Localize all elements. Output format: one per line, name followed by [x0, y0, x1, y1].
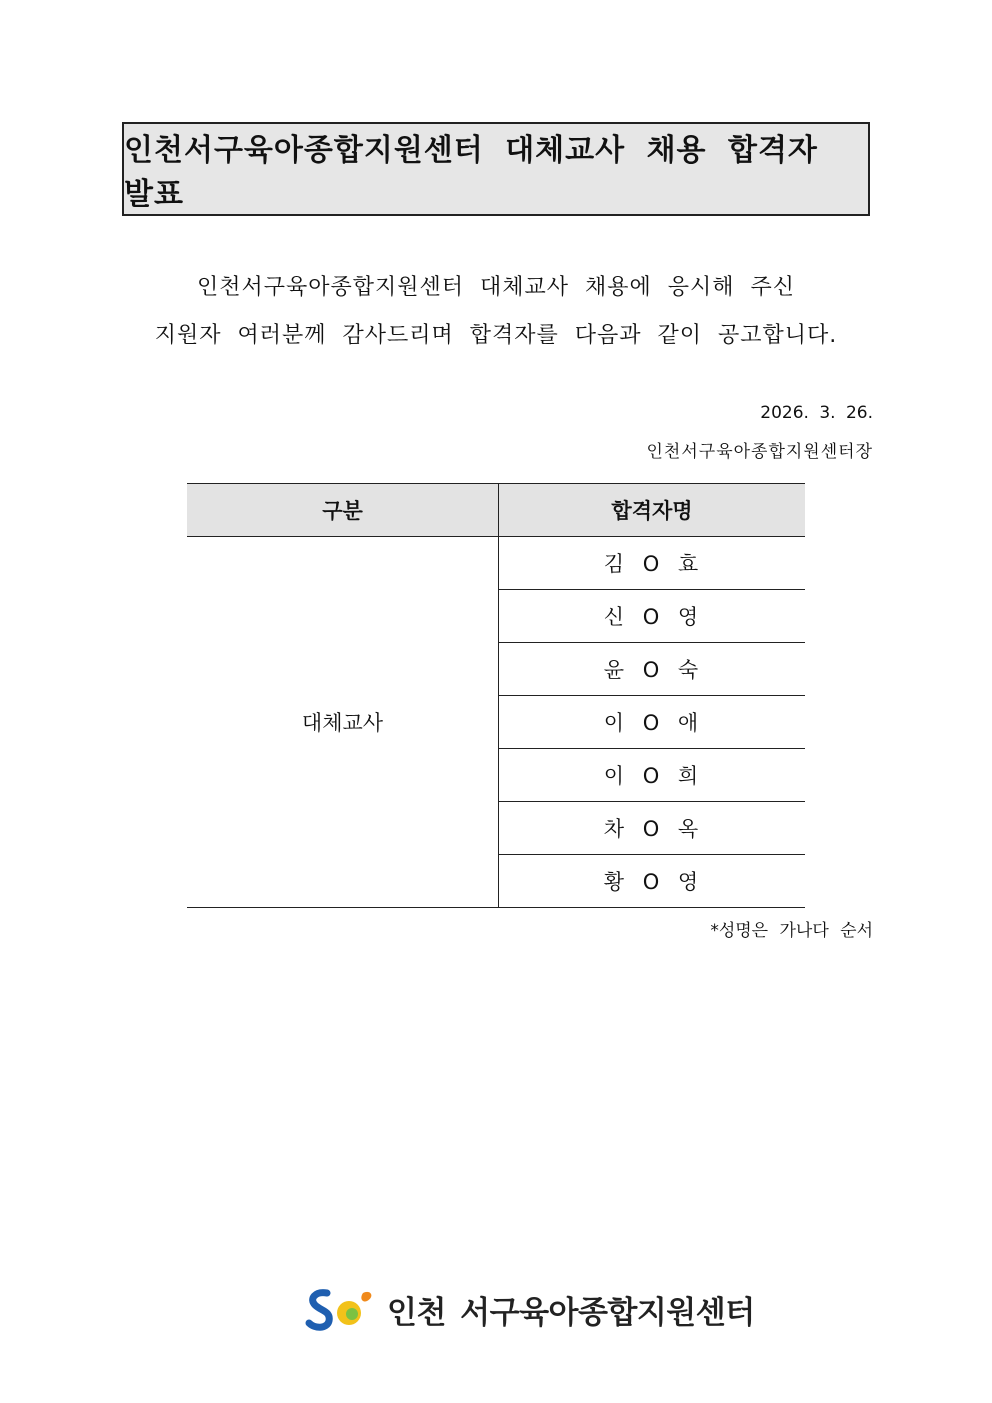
- footer-logo: [305, 1285, 755, 1333]
- page-title: 인천서구육아종합지원센터 대체교사 채용 합격자 발표: [124, 133, 818, 212]
- results-table: [187, 483, 805, 908]
- name-cell: 이 O 애: [499, 696, 806, 749]
- center-logo-icon: [305, 1285, 377, 1333]
- header-names: 합격자명: [499, 484, 806, 537]
- signer: 인천서구육아종합지원센터장: [646, 442, 873, 462]
- intro-line-2: 지원자 여러분께 감사드리며 합격자를 다음과 같이 공고합니다.: [154, 323, 838, 348]
- name-cell: 윤 O 숙: [499, 643, 806, 696]
- name-cell: 황 O 영: [499, 855, 806, 908]
- title-box: [122, 122, 870, 216]
- table-row: [187, 537, 805, 590]
- header-category: 구분: [187, 484, 499, 537]
- table-header-row: [187, 484, 805, 537]
- name-cell: 이 O 희: [499, 749, 806, 802]
- intro-line-1: 인천서구육아종합지원센터 대체교사 채용에 응시해 주신: [196, 275, 796, 300]
- footer-org-name: 인천 서구육아종합지원센터: [387, 1294, 755, 1331]
- name-cell: 신 O 영: [499, 590, 806, 643]
- sort-note: *성명은 가나다 순서: [710, 921, 873, 941]
- announcement-date: 2026. 3. 26.: [760, 403, 873, 423]
- category-cell: 대체교사: [187, 537, 499, 908]
- name-cell: 차 O 옥: [499, 802, 806, 855]
- name-cell: 김 O 효: [499, 537, 806, 590]
